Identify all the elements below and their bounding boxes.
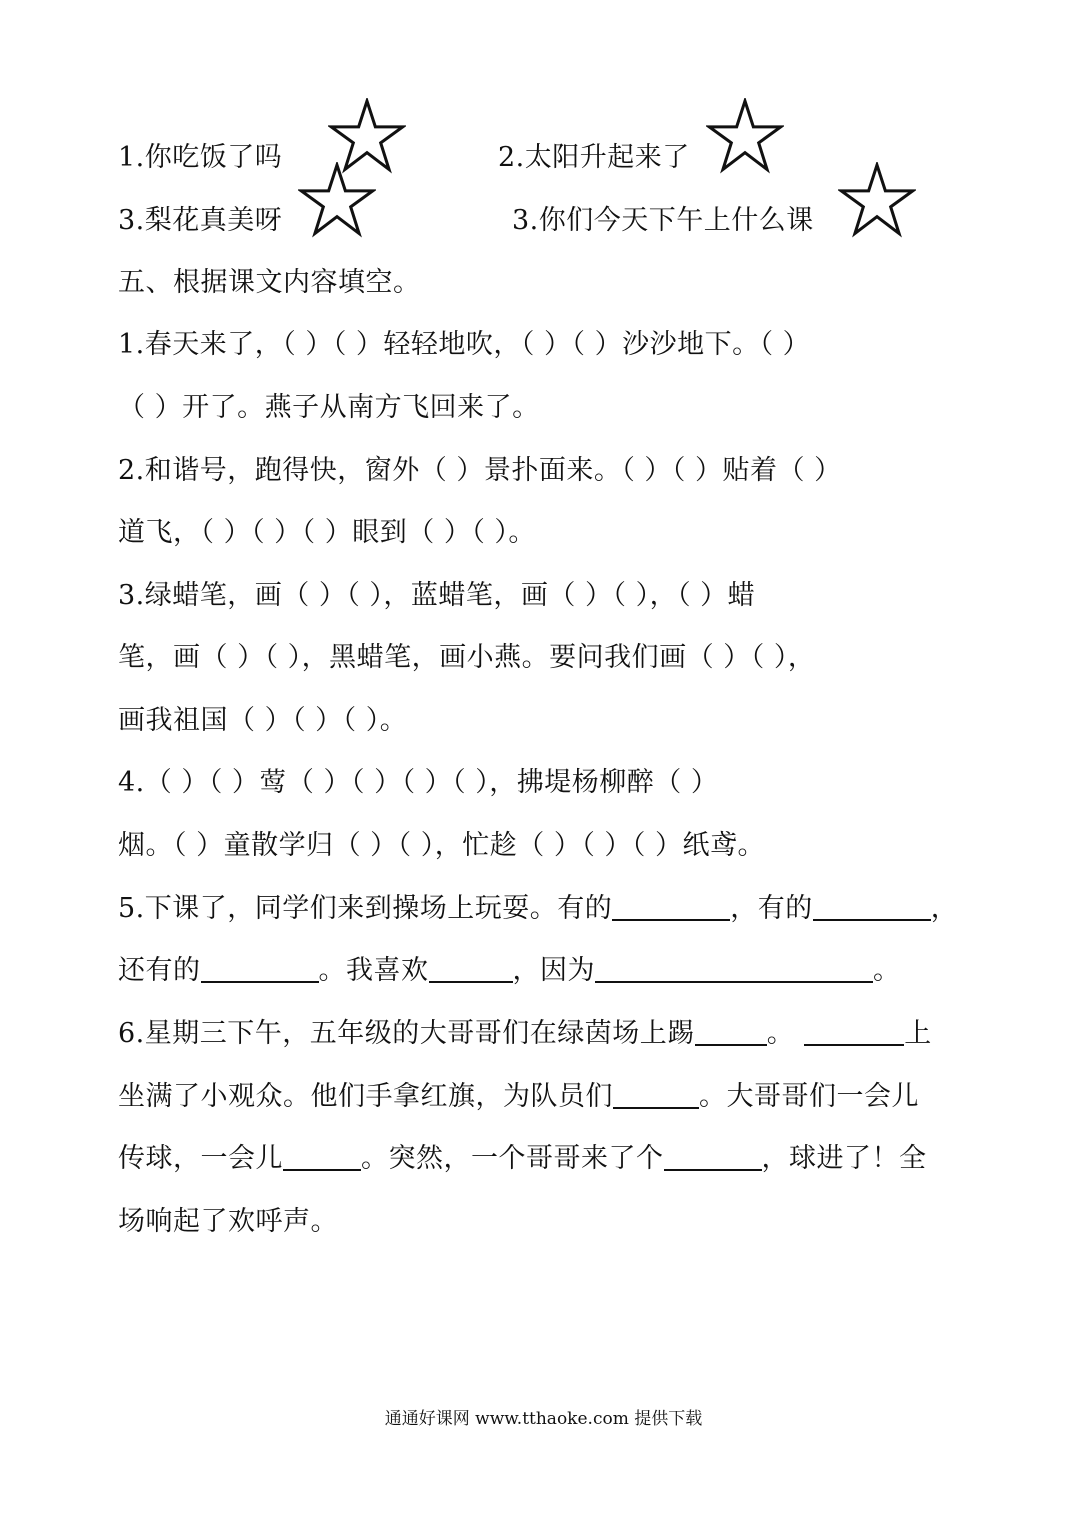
question-1-line-2: （ ）开了。燕子从南方飞回来了。	[118, 392, 540, 423]
page-footer: 通通好课网 www.tthaoke.com 提供下载	[384, 1409, 703, 1429]
answer-blank[interactable]	[664, 1139, 762, 1171]
section-heading: 五、根据课文内容填空。	[118, 267, 421, 298]
question-3-line-2: 笔，画（ ）（ ），黑蜡笔，画小燕。要问我们画（ ）（ ），	[118, 642, 816, 673]
question-6-line-3: 传球，一会儿 。突然，一个哥哥来了个 ，球进了！全	[118, 1135, 978, 1183]
question-2-line-1: 2.和谐号，跑得快，窗外（ ）景扑面来。（ ）（ ）贴着（ ）	[118, 455, 842, 486]
sentence-3: 3.梨花真美呀	[118, 205, 283, 236]
sentence-2: 2.太阳升起来了	[498, 142, 690, 173]
question-2-line-2: 道飞，（ ）（ ）（ ）眼到（ ）（ ）。	[118, 517, 536, 548]
question-4-line-1: 4.（ ）（ ）莺（ ）（ ）（ ）（ ），拂堤杨柳醉（ ）	[118, 767, 719, 798]
answer-blank[interactable]	[813, 889, 931, 921]
answer-blank[interactable]	[429, 951, 513, 983]
answer-blank[interactable]	[804, 1014, 904, 1046]
question-3-line-1: 3.绿蜡笔，画（ ）（ ），蓝蜡笔，画（ ）（ ），（ ）蜡	[118, 580, 756, 611]
answer-blank[interactable]	[613, 1077, 699, 1109]
question-4-line-2: 烟。（ ）童散学归（ ）（ ），忙趁（ ）（ ）（ ）纸鸢。	[118, 830, 765, 861]
star-outline-icon	[706, 98, 784, 174]
star-outline-icon	[838, 162, 916, 238]
question-5-line-2: 还有的 。我喜欢 ，因为 。	[118, 947, 978, 995]
answer-blank[interactable]	[283, 1139, 361, 1171]
question-5-line-1: 5.下课了，同学们来到操场上玩耍。有的 ，有的 ，	[118, 885, 978, 933]
question-6-line-2: 坐满了小观众。他们手拿红旗，为队员们 。大哥哥们一会儿	[118, 1073, 978, 1121]
sentence-4: 3.你们今天下午上什么课	[512, 205, 814, 236]
question-1-line-1: 1.春天来了，（ ）（ ）轻轻地吹，（ ）（ ）沙沙地下。（ ）	[118, 329, 811, 360]
star-outline-icon	[298, 162, 376, 238]
answer-blank[interactable]	[612, 889, 730, 921]
question-6-line-1: 6.星期三下午，五年级的大哥哥们在绿茵场上踢 。 上	[118, 1010, 978, 1058]
answer-blank[interactable]	[595, 951, 873, 983]
answer-blank[interactable]	[695, 1014, 767, 1046]
question-3-line-3: 画我祖国（ ）（ ）（ ）。	[118, 705, 408, 736]
sentence-1: 1.你吃饭了吗	[118, 142, 283, 173]
question-6-line-4: 场响起了欢呼声。	[118, 1206, 338, 1237]
answer-blank[interactable]	[201, 951, 319, 983]
